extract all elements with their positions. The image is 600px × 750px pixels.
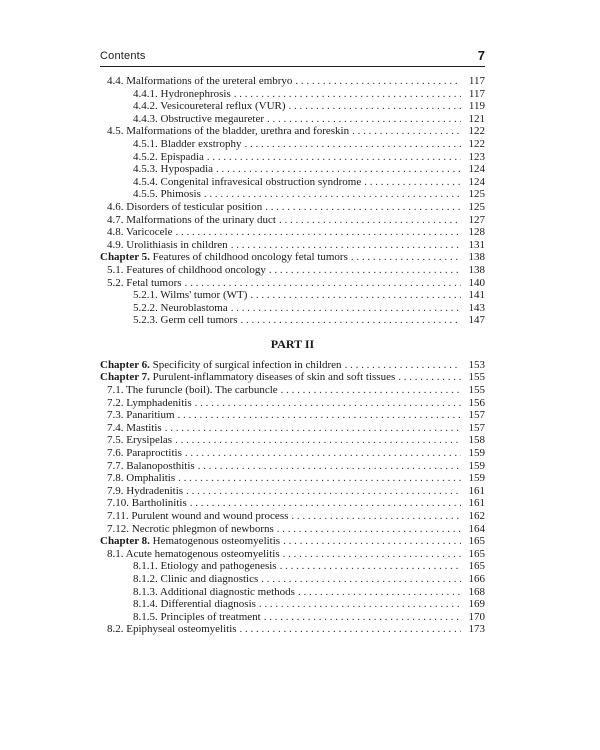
toc-leader-dots xyxy=(207,151,461,164)
toc-entry-label: 8.1.5. Principles of treatment xyxy=(133,610,261,623)
toc-entry-label: 4.6. Disorders of testicular position xyxy=(107,200,263,213)
toc-leader-dots xyxy=(175,226,461,239)
toc-entry-label: 7.5. Erysipelas xyxy=(107,434,173,447)
toc-entry xyxy=(100,409,485,422)
toc-leader-dots xyxy=(298,586,461,599)
toc-leader-dots xyxy=(283,548,461,561)
toc-entry-label: 7.2. Lymphadenitis xyxy=(107,396,192,409)
toc-entry-label: 4.5.1. Bladder exstrophy xyxy=(133,137,242,150)
toc-section-part2 xyxy=(100,359,485,636)
toc-entry-page: 156 xyxy=(468,396,485,409)
toc-entry xyxy=(100,623,485,636)
toc-entry xyxy=(100,75,485,88)
toc-entry xyxy=(100,472,485,485)
toc-entry-label: 8.2. Epiphyseal osteomyelitis xyxy=(107,623,237,636)
toc-entry xyxy=(100,586,485,599)
part-heading: PART II xyxy=(270,336,315,351)
toc-entry xyxy=(100,314,485,327)
toc-leader-dots xyxy=(185,447,461,460)
toc-entry-label: 4.4. Malformations of the ureteral embryo xyxy=(107,75,293,87)
toc-leader-dots xyxy=(279,214,461,227)
toc-entry xyxy=(100,138,485,151)
toc-entry-page: 155 xyxy=(468,371,485,384)
toc-chapter-number: Chapter 7. xyxy=(100,371,150,384)
toc-leader-dots xyxy=(165,422,461,435)
toc-entry-label: 4.4.1. Hydronephrosis xyxy=(133,87,231,100)
toc-entry-page: 155 xyxy=(468,384,485,397)
toc-entry-page: 124 xyxy=(468,175,485,188)
toc-entry-label: 7.3. Panaritium xyxy=(107,409,175,422)
toc-entry-page: 159 xyxy=(468,472,485,485)
toc-entry-label: 4.4.2. Vesicoureteral reflux (VUR) xyxy=(133,100,286,113)
toc-entry xyxy=(100,611,485,624)
toc-leader-dots xyxy=(234,88,461,101)
toc-entry-page: 147 xyxy=(468,314,485,327)
toc-leader-dots xyxy=(178,472,461,485)
toc-leader-dots xyxy=(231,239,461,252)
toc-entry-page: 122 xyxy=(468,125,485,138)
toc-chapter-number: Chapter 5. xyxy=(100,251,150,264)
toc-chapter-title: Hematogenous osteomyelitis xyxy=(152,535,281,548)
toc-entry xyxy=(100,201,485,214)
toc-entry-page: 157 xyxy=(468,409,485,422)
toc-entry xyxy=(100,434,485,447)
toc-entry xyxy=(100,548,485,561)
toc-chapter-title: Features of childhood oncology fetal tumors xyxy=(152,251,348,264)
toc-entry-page: 124 xyxy=(468,163,485,176)
toc-section-part1 xyxy=(100,75,485,327)
toc-entry-page: 168 xyxy=(468,585,485,598)
toc-entry-label: 5.2.3. Germ cell tumors xyxy=(133,314,238,327)
running-head xyxy=(100,50,485,67)
toc-entry-page: 125 xyxy=(468,200,485,213)
toc-entry-page: 119 xyxy=(468,100,485,113)
toc-entry xyxy=(100,188,485,201)
toc-leader-dots xyxy=(185,277,461,290)
toc-entry xyxy=(100,510,485,523)
toc-entry-label xyxy=(100,371,395,384)
toc-entry xyxy=(100,598,485,611)
toc-leader-dots xyxy=(281,384,461,397)
toc-entry-page: 159 xyxy=(468,459,485,472)
toc-entry-label: 7.6. Paraproctitis xyxy=(107,447,182,460)
toc-entry-page: 117 xyxy=(468,87,485,100)
toc-entry xyxy=(100,100,485,113)
toc-entry-label: 7.11. Purulent wound and wound process xyxy=(107,510,289,522)
toc-entry-page: 165 xyxy=(468,547,485,560)
toc-entry-label: 7.10. Bartholinitis xyxy=(107,497,187,510)
toc-leader-dots xyxy=(240,623,461,636)
toc-entry-label xyxy=(100,535,280,548)
table-of-contents xyxy=(100,75,485,636)
toc-leader-dots xyxy=(352,125,461,138)
toc-entry xyxy=(100,88,485,101)
toc-entry xyxy=(100,125,485,138)
toc-entry-label: 7.7. Balanoposthitis xyxy=(107,459,195,472)
toc-entry-page: 165 xyxy=(468,535,485,548)
toc-entry-label: 7.9. Hydradenitis xyxy=(107,484,184,497)
toc-leader-dots xyxy=(269,264,461,277)
toc-entry-label: 8.1.2. Clinic and diagnostics xyxy=(133,572,259,585)
toc-entry xyxy=(100,447,485,460)
toc-entry-label: 8.1.1. Etiology and pathogenesis xyxy=(133,560,277,573)
toc-leader-dots xyxy=(345,359,461,372)
toc-chapter-number: Chapter 6. xyxy=(100,358,150,371)
toc-entry xyxy=(100,289,485,302)
toc-leader-dots xyxy=(264,611,461,624)
toc-entry-label: 4.7. Malformations of the urinary duct xyxy=(107,213,276,226)
toc-entry-page: 173 xyxy=(468,623,485,636)
toc-entry-label: 5.2. Fetal tumors xyxy=(107,276,182,289)
toc-entry-label: 4.4.3. Obstructive megaureter xyxy=(133,112,265,125)
toc-entry-page: 122 xyxy=(468,137,485,150)
toc-entry xyxy=(100,264,485,277)
toc-leader-dots xyxy=(204,188,461,201)
toc-leader-dots xyxy=(175,434,461,447)
toc-chapter-entry xyxy=(100,251,485,264)
toc-entry-page: 140 xyxy=(468,276,485,289)
toc-leader-dots xyxy=(178,409,461,422)
toc-entry xyxy=(100,151,485,164)
toc-leader-dots xyxy=(295,75,461,88)
toc-leader-dots xyxy=(267,113,461,126)
toc-entry-label: 4.5. Malformations of the bladder, urethra and foreskin xyxy=(107,125,350,138)
toc-entry-label: 4.5.2. Epispadia xyxy=(133,150,204,163)
toc-entry-page: 141 xyxy=(468,289,485,302)
toc-entry-label xyxy=(100,359,342,372)
toc-entry-page: 161 xyxy=(468,484,485,497)
toc-entry-page: 117 xyxy=(468,75,485,87)
toc-entry xyxy=(100,573,485,586)
toc-entry xyxy=(100,384,485,397)
toc-entry-page: 165 xyxy=(468,560,485,573)
toc-leader-dots xyxy=(398,371,461,384)
toc-leader-dots xyxy=(216,163,461,176)
toc-entry-page: 128 xyxy=(468,226,485,239)
toc-leader-dots xyxy=(240,314,461,327)
toc-entry-page: 121 xyxy=(468,112,485,125)
toc-entry-label: 4.5.3. Hypospadia xyxy=(133,163,214,176)
toc-entry-page: 131 xyxy=(468,238,485,251)
toc-entry-page: 161 xyxy=(468,497,485,510)
toc-entry xyxy=(100,485,485,498)
toc-chapter-title: Specificity of surgical infection in children xyxy=(152,358,342,371)
toc-leader-dots xyxy=(198,460,461,473)
toc-entry-page: 164 xyxy=(468,522,485,535)
toc-leader-dots xyxy=(186,485,461,498)
toc-chapter-entry xyxy=(100,359,485,372)
toc-entry-label: 5.2.1. Wilms' tumor (WT) xyxy=(133,289,248,302)
toc-entry-label: 4.5.4. Congenital infravesical obstruction syndrome xyxy=(133,175,362,188)
toc-leader-dots xyxy=(351,251,461,264)
toc-leader-dots xyxy=(265,201,461,214)
toc-entry xyxy=(100,397,485,410)
toc-entry xyxy=(100,460,485,473)
toc-entry-label: 8.1. Acute hematogenous osteomyelitis xyxy=(107,547,280,560)
toc-entry-label: 7.12. Necrotic phlegmon of newborns xyxy=(107,522,274,535)
toc-entry-label: 4.5.5. Phimosis xyxy=(133,188,201,201)
toc-leader-dots xyxy=(231,302,461,315)
toc-entry xyxy=(100,277,485,290)
toc-leader-dots xyxy=(280,560,461,573)
toc-leader-dots xyxy=(244,138,461,151)
toc-entry-page: 157 xyxy=(468,421,485,434)
toc-entry-label: 5.1. Features of childhood oncology xyxy=(107,263,266,276)
toc-entry-page: 169 xyxy=(468,598,485,611)
toc-entry-label: 5.2.2. Neuroblastoma xyxy=(133,301,228,314)
toc-leader-dots xyxy=(277,523,461,536)
toc-leader-dots xyxy=(195,397,461,410)
toc-entry-page: 127 xyxy=(468,213,485,226)
toc-entry-label: 8.1.3. Additional diagnostic methods xyxy=(133,585,295,598)
toc-leader-dots xyxy=(250,289,461,302)
toc-chapter-title: Purulent-inflammatory diseases of skin and soft tissues xyxy=(152,371,396,384)
toc-entry xyxy=(100,163,485,176)
toc-entry-label xyxy=(100,251,348,264)
toc-leader-dots xyxy=(364,176,461,189)
toc-entry-label: 7.1. The furuncle (boil). The carbuncle xyxy=(107,384,278,397)
toc-leader-dots xyxy=(289,100,461,113)
toc-entry-page: 166 xyxy=(468,572,485,585)
toc-leader-dots xyxy=(190,497,461,510)
toc-entry xyxy=(100,497,485,510)
toc-entry-page: 138 xyxy=(468,263,485,276)
page-number: 7 xyxy=(477,48,485,63)
toc-entry xyxy=(100,239,485,252)
running-head-title: Contents xyxy=(100,50,146,62)
toc-chapter-number: Chapter 8. xyxy=(100,535,150,548)
toc-chapter-entry xyxy=(100,535,485,548)
toc-chapter-entry xyxy=(100,371,485,384)
toc-entry xyxy=(100,422,485,435)
toc-entry-page: 143 xyxy=(468,301,485,314)
toc-leader-dots xyxy=(259,598,461,611)
toc-entry-page: 125 xyxy=(468,188,485,201)
toc-leader-dots xyxy=(283,535,461,548)
toc-entry-label: 7.4. Mastitis xyxy=(107,421,162,434)
toc-entry-page: 162 xyxy=(468,510,485,522)
toc-entry-page: 170 xyxy=(468,610,485,623)
toc-leader-dots xyxy=(291,510,461,523)
toc-entry-label: 7.8. Omphalitis xyxy=(107,472,176,485)
toc-entry xyxy=(100,113,485,126)
toc-entry xyxy=(100,214,485,227)
toc-entry xyxy=(100,523,485,536)
toc-entry-page: 159 xyxy=(468,447,485,460)
toc-entry xyxy=(100,176,485,189)
toc-leader-dots xyxy=(261,573,461,586)
toc-entry-label: 4.8. Varicocele xyxy=(107,226,173,239)
toc-entry-label: 8.1.4. Differential diagnosis xyxy=(133,598,256,611)
toc-entry-page: 153 xyxy=(468,358,485,371)
toc-entry xyxy=(100,560,485,573)
toc-entry xyxy=(100,226,485,239)
toc-entry-page: 158 xyxy=(468,434,485,447)
toc-entry-page: 123 xyxy=(468,150,485,163)
toc-entry xyxy=(100,302,485,315)
toc-entry-page: 138 xyxy=(468,251,485,264)
toc-entry-label: 4.9. Urolithiasis in children xyxy=(107,238,228,251)
